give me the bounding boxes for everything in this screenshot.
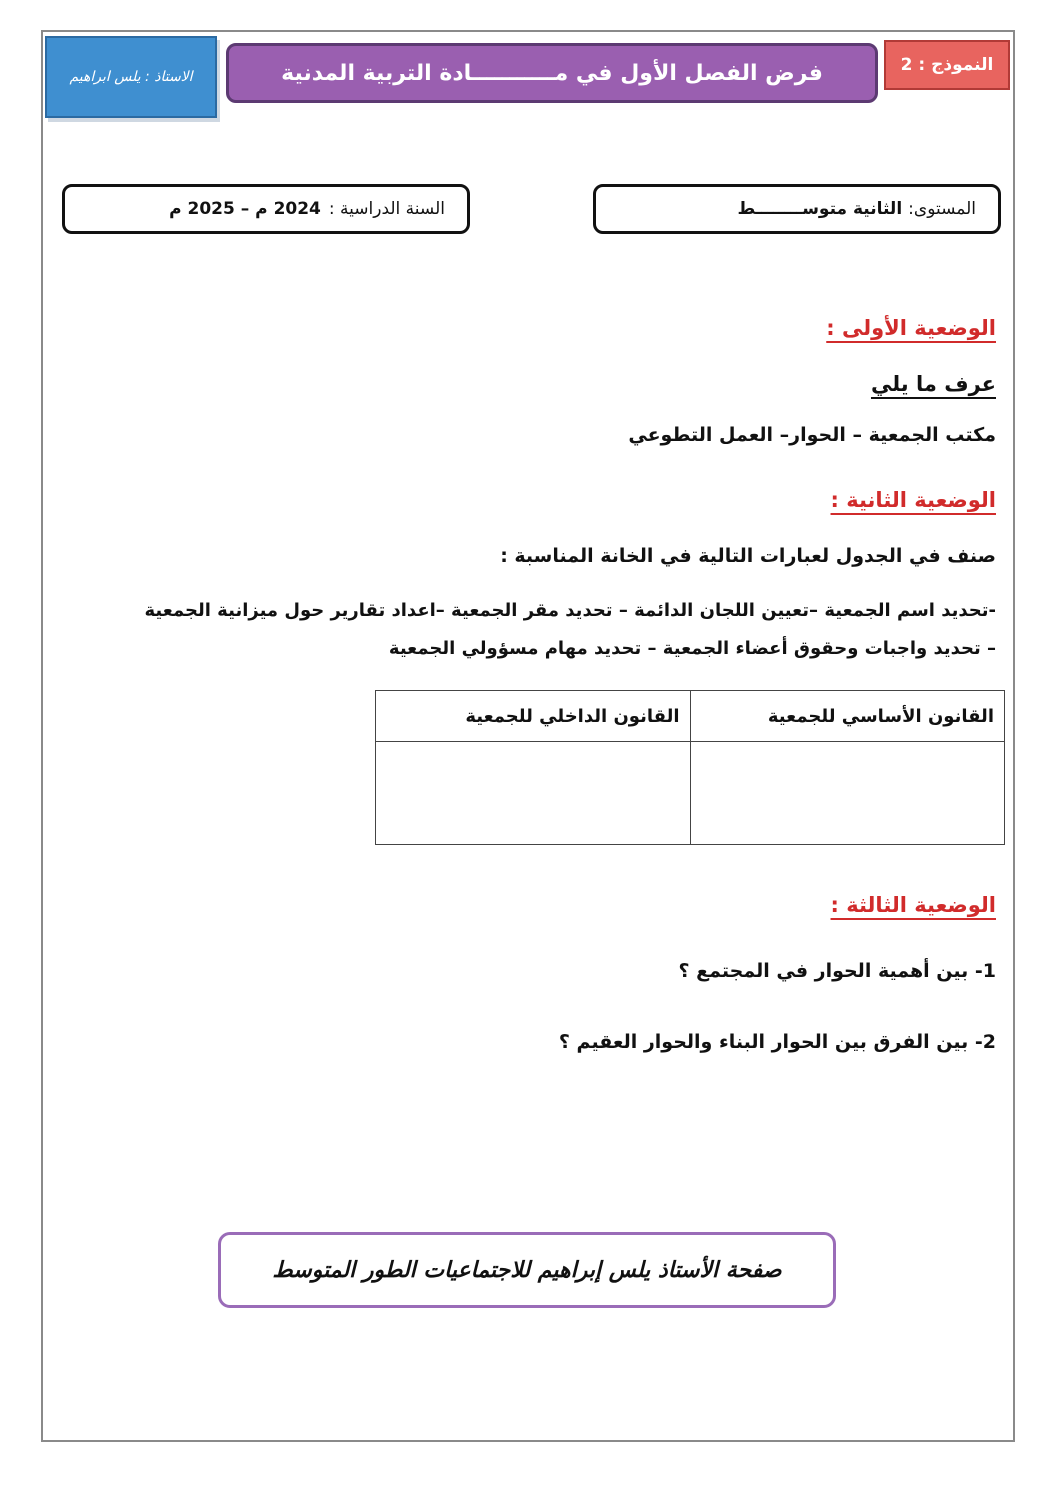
situation1-terms: مكتب الجمعية – الحوار– العمل التطوعي [628, 424, 996, 446]
situation1-instruction: عرف ما يلي [870, 372, 996, 396]
situation2-instruction: صنف في الجدول لعبارات التالية في الخانة المناسبة : [500, 545, 996, 567]
table-header-internal-law: القانون الداخلي للجمعية [376, 691, 691, 742]
exam-title: فرض الفصل الأول في مـــــــــــادة التربية المدنية [281, 60, 823, 86]
year-label: السنة الدراسية : [328, 199, 445, 219]
footer-banner [218, 1232, 836, 1308]
situation1-heading: الوضعية الأولى : [826, 316, 996, 340]
situation3-question2: 2- بين الفرق بين الحوار البناء والحوار العقيم ؟ [558, 1031, 996, 1053]
year-value: 2024 م – 2025 م [169, 199, 321, 219]
model-number-badge [884, 40, 1010, 90]
level-value: الثانية متوســــــــط [737, 199, 903, 219]
situation3-question1: 1- بين أهمية الحوار في المجتمع ؟ [678, 960, 996, 982]
teacher-name: الاستاذ : يلس ابراهيم [69, 69, 193, 85]
level-label: المستوى: [908, 199, 976, 219]
model-number: النموذج : 2 [900, 55, 994, 75]
exam-title-banner [226, 43, 878, 103]
footer-text: صفحة الأستاذ يلس إبراهيم للاجتماعيات الطور المتوسط [272, 1257, 782, 1283]
table-header-basic-law: القانون الأساسي للجمعية [690, 691, 1005, 742]
table-answer-row [376, 742, 1005, 845]
situation3-heading: الوضعية الثالثة : [830, 893, 996, 917]
table-header-row [376, 691, 1005, 742]
situation2-items-line1: -تحديد اسم الجمعية –تعيين اللجان الدائمة – تحديد مقر الجمعية –اعداد تقارير حول ميزانية الجمعية [144, 600, 996, 621]
classification-table [375, 690, 1005, 845]
teacher-name-tag [45, 36, 217, 118]
answer-cell-internal-law[interactable] [376, 742, 691, 845]
situation2-heading: الوضعية الثانية : [830, 488, 996, 512]
answer-cell-basic-law[interactable] [690, 742, 1005, 845]
situation2-items-line2: – تحديد واجبات وحقوق أعضاء الجمعية – تحديد مهام مسؤولي الجمعية [388, 638, 996, 659]
school-year-box [62, 184, 470, 234]
level-box [593, 184, 1001, 234]
